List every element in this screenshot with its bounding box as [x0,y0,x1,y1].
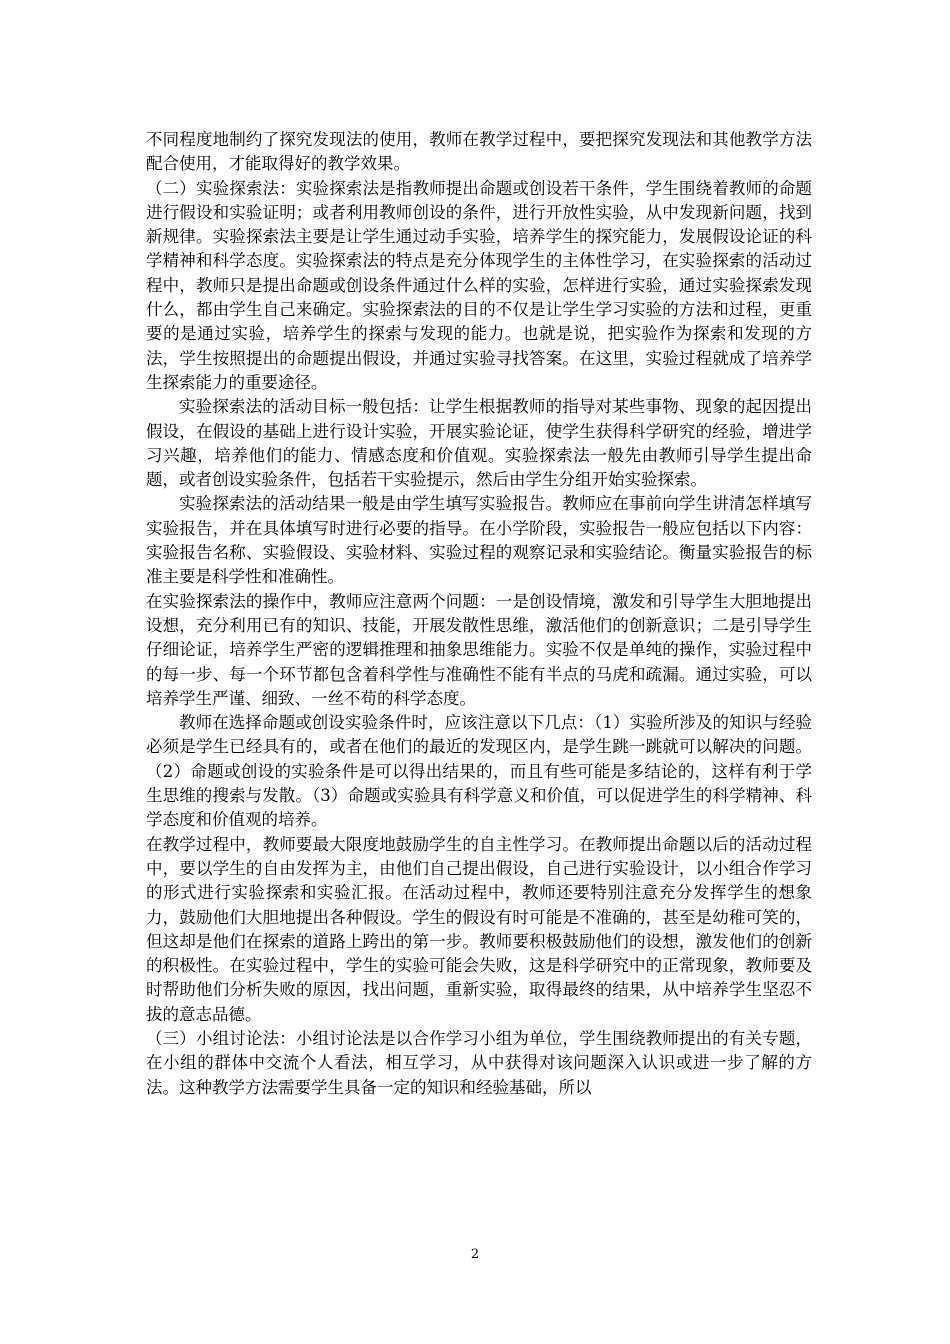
paragraph-6: 教师在选择命题或创设实验条件时，应该注意以下几点：（1）实验所涉及的知识与经验必须是学生已经具有的，或者在他们的最近的发现区内，是学生跳一跳就可以解决的问题。（2）命题或创设的实验条件是可以得出结果的，而且有些可能是多结论的，这样有利于学生思维的搜索与发散。（3）命题或实验具有科学意义和价值，可以促进学生的科学精神、科学态度和价值观的培养。 [146,713,812,830]
paragraph-4: 实验探索法的活动结果一般是由学生填写实验报告。教师应在事前向学生讲清怎样填写实验报告，并在具体填写时进行必要的指导。在小学阶段，实验报告一般应包括以下内容：实验报告名称、实验假设、实验材料、实验过程的观察记录和实验结论。衡量实验报告的标准主要是科学性和准确性。 [146,494,812,587]
body-text [146,128,812,1100]
paragraph-2: （二）实验探索法：实验探索法是指教师提出命题或创设若干条件，学生围绕着教师的命题进行假设和实验证明；或者利用教师创设的条件，进行开放性实验，从中发现新问题，找到新规律。实验探索法主要是让学生通过动手实验，培养学生的探究能力，发展假设论证的科学精神和科学态度。实验探索法的特点是充分体现学生的主体性学习，在实验探索的活动过程中，教师只是提出命题或创设条件通过什么样的实验，怎样进行实验，通过实验探索发现什么，都由学生自己来确定。实验探索法的目的不仅是让学生学习实验的方法和过程，更重要的是通过实验，培养学生的探索与发现的能力。也就是说，把实验作为探索和发现的方法，学生按照提出的命题提出假设，并通过实验寻找答案。在这里，实验过程就成了培养学生探索能力的重要途径。 [146,178,812,392]
paragraph-1: 不同程度地制约了探究发现法的使用，教师在教学过程中，要把探究发现法和其他教学方法配合使用，才能取得好的教学效果。 [146,130,812,174]
paragraph-3: 实验探索法的活动目标一般包括：让学生根据教师的指导对某些事物、现象的起因提出假设，在假设的基础上进行设计实验，开展实验论证，使学生获得科学研究的经验，增进学习兴趣，培养他们的能力、情感态度和价值观。实验探索法一般先由教师引导学生提出命题，或者创设实验条件，包括若干实验提示，然后由学生分组开始实验探索。 [146,397,812,490]
paragraph-5: 在实验探索法的操作中，教师应注意两个问题：一是创设情境，激发和引导学生大胆地提出设想，充分利用已有的知识、技能，开展发散性思维，激活他们的创新意识；二是引导学生仔细论证，培养学生严密的逻辑推理和抽象思维能力。实验不仅是单纯的操作，实验过程中的每一步、每一个环节都包含着科学性与准确性不能有半点的马虎和疏漏。通过实验，可以培养学生严谨、细致、一丝不苟的科学态度。 [146,591,812,708]
paragraph-8: （三）小组讨论法：小组讨论法是以合作学习小组为单位，学生围绕教师提出的有关专题，在小组的群体中交流个人看法，相互学习，从中获得对该问题深入认识或进一步了解的方法。这种教学方法需要学生具备一定的知识和经验基础，所以 [146,1028,812,1097]
paragraph-7: 在教学过程中，教师要最大限度地鼓励学生的自主性学习。在教师提出命题以后的活动过程中，要以学生的自由发挥为主，由他们自己提出假设，自己进行实验设计，以小组合作学习的形式进行实验探索和实验汇报。在活动过程中，教师还要特别注意充分发挥学生的想象力，鼓励他们大胆地提出各种假设。学生的假设有时可能是不准确的，甚至是幼稚可笑的，但这却是他们在探索的道路上跨出的第一步。教师要积极鼓励他们的设想，激发他们的创新的积极性。在实验过程中，学生的实验可能会失败，这是科学研究中的正常现象，教师要及时帮助他们分析失败的原因，找出问题，重新实验，取得最终的结果，从中培养学生坚忍不拔的意志品德。 [146,834,812,1024]
page-number: 2 [470,1247,480,1262]
